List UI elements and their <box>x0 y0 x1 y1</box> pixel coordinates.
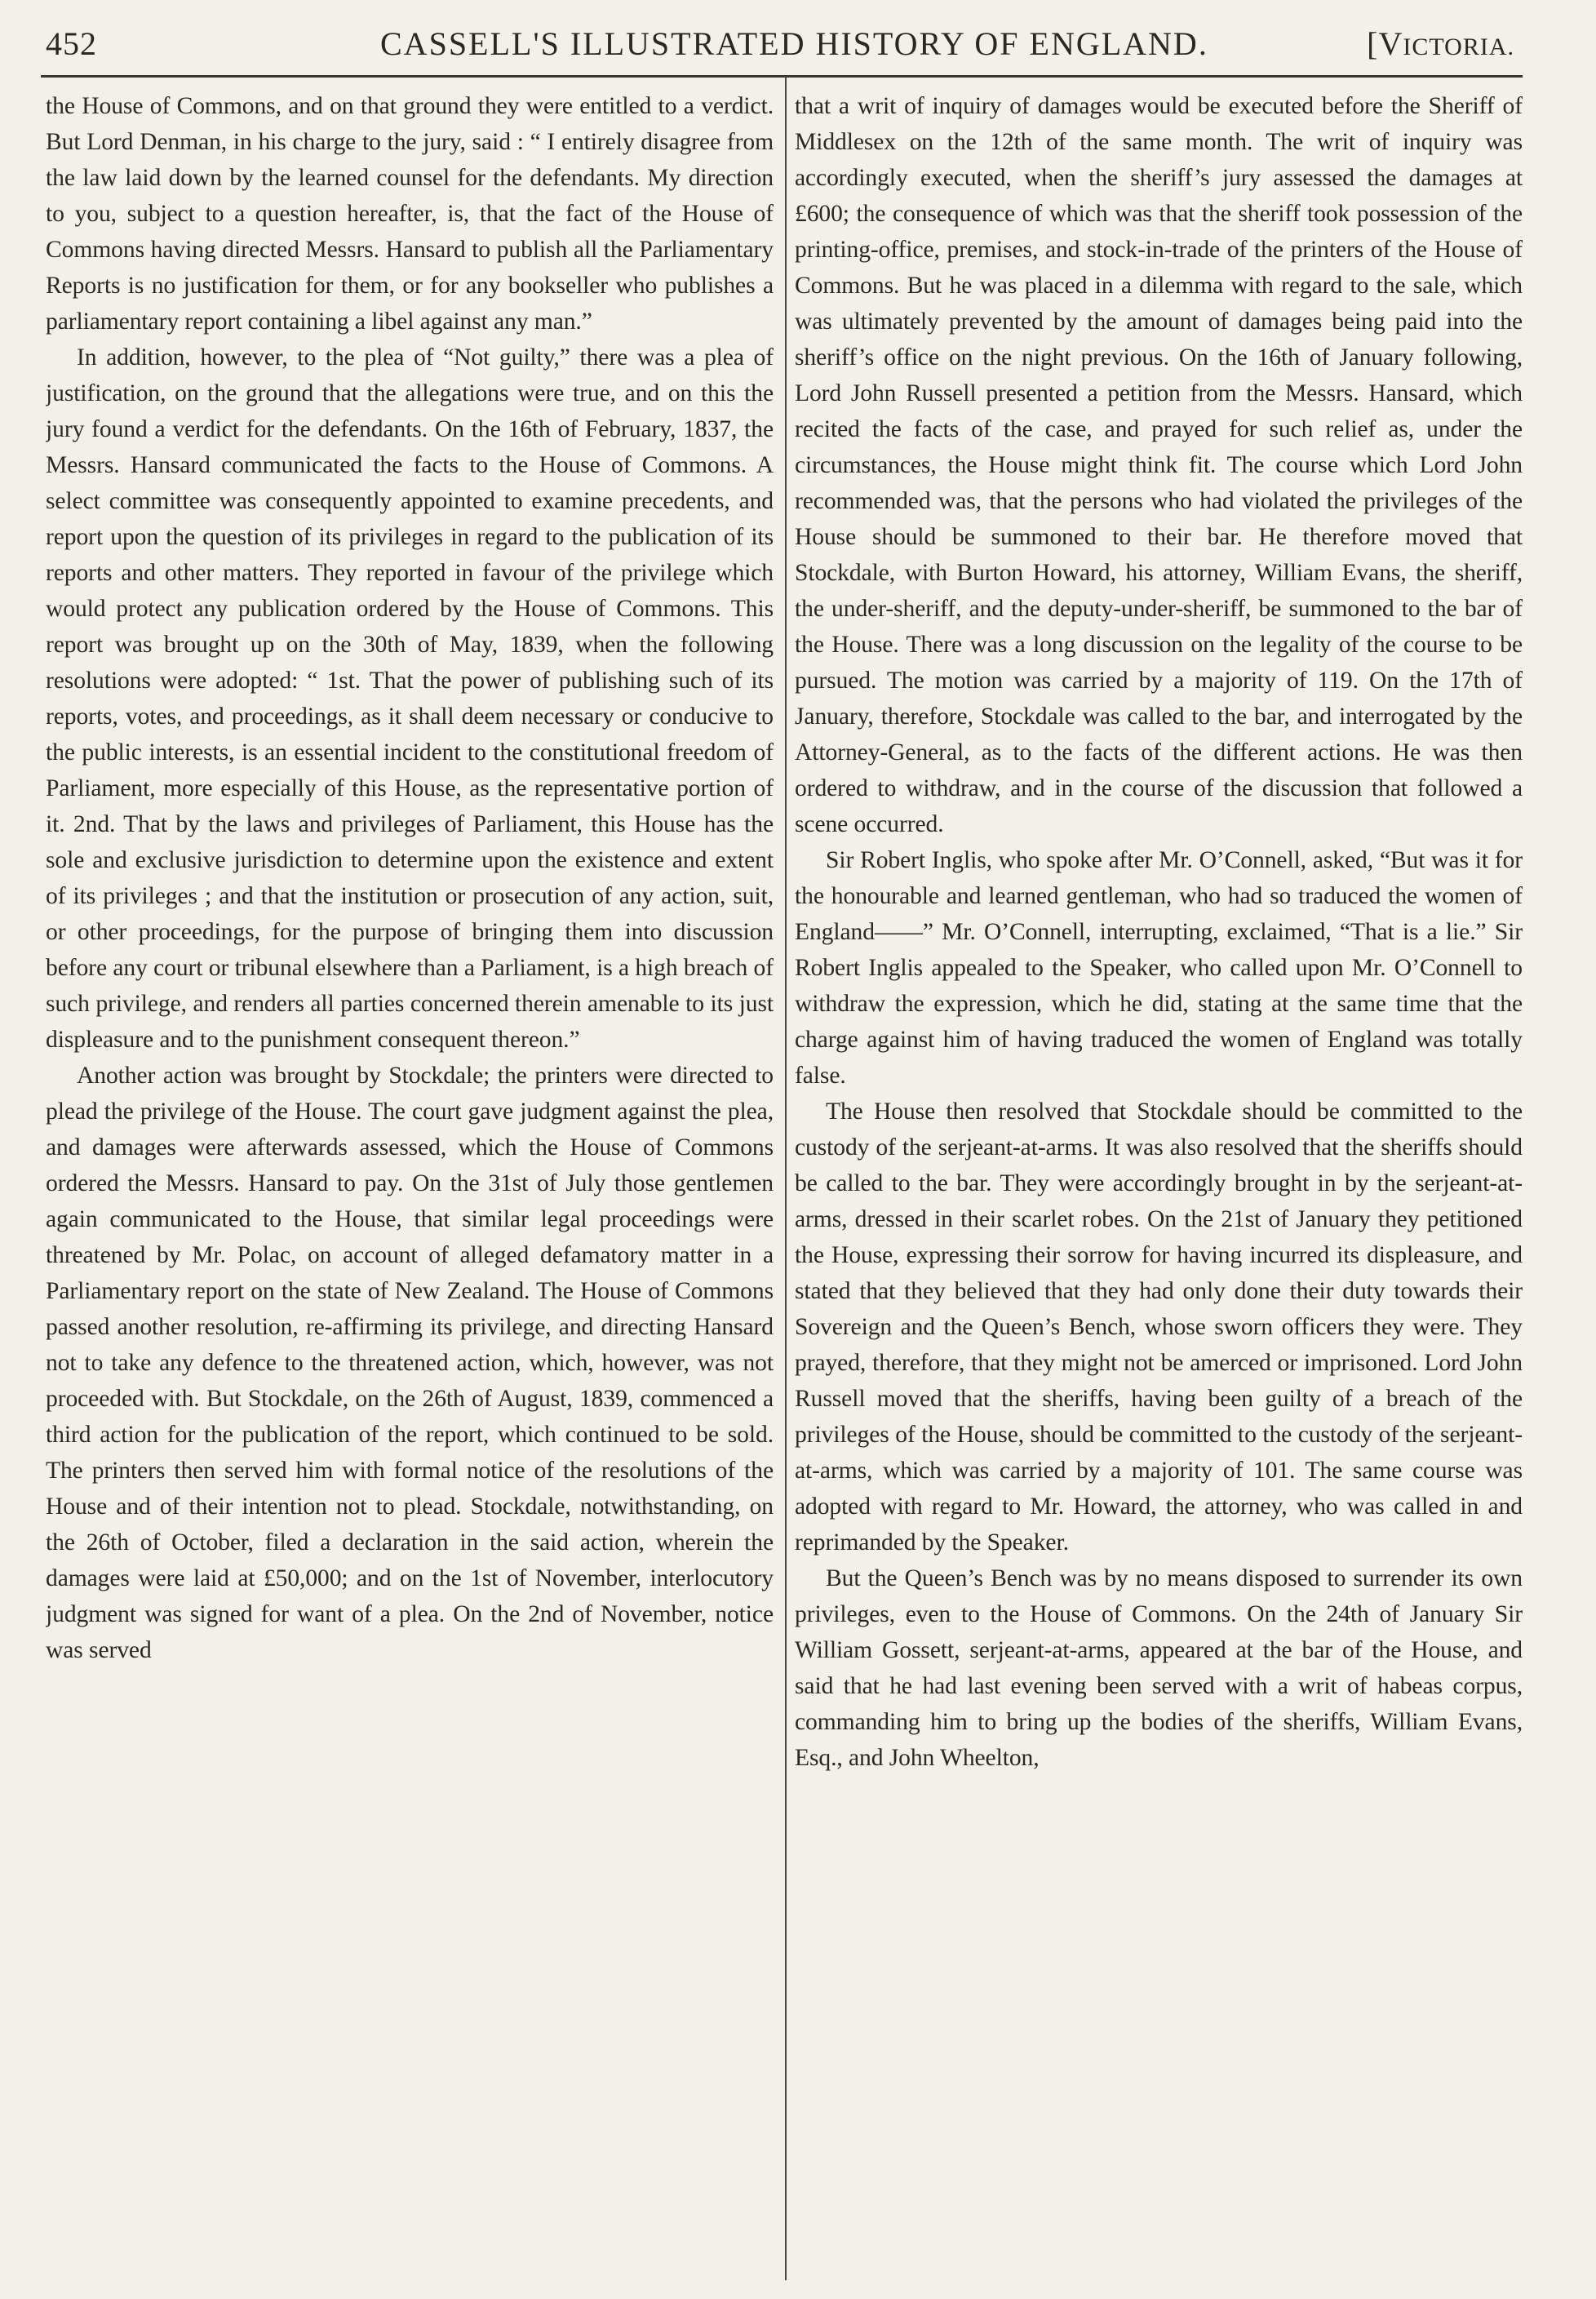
paragraph: Another action was brought by Stockdale; the printers were directed to plead the privilege of the House. The court gave judgment against the plea, and damages were afterwards assessed, which the House of Commons ordered the Messrs. Hansard to pay. On the 31st of July those gentlemen again communicated to the House, that similar legal proceedings were threatened by Mr. Polac, on account of alleged defamatory matter in a Parliamentary report on the state of New Zealand. The House of Commons passed another resolution, re-affirming its privilege, and directing Hansard not to take any defence to the threatened action, which, however, was not proceeded with. But Stockdale, on the 26th of August, 1839, commenced a third action for the publication of the report, which continued to be sold. The printers then served him with formal notice of the resolutions of the House and of their intention not to plead. Stockdale, notwithstanding, on the 26th of October, filed a declaration in the said action, wherein the damages were laid at £50,000; and on the 1st of November, interlocutory judgment was signed for want of a plea. On the 2nd of November, notice was served <box>46 1063 774 1663</box>
reign-label <box>1367 24 1514 63</box>
reign-bracket: [V <box>1367 25 1403 62</box>
paragraph: that a writ of inquiry of damages would be executed before the Sheriff of Middlesex on the 12th of the same month. The writ of inquiry was accordingly executed, when the sheriff’s jury assessed the damages at £600; the consequence of which was that the sheriff took possession of the printing-office, premises, and stock-in-trade of the printers of the House of Commons. But he was placed in a dilemma with regard to the sale, which was ultimately prevented by the amount of damages being paid into the sheriff’s office on the night previous. On the 16th of January following, Lord John Russell presented a petition from the Messrs. Hansard, which recited the facts of the case, and prayed for such relief as, under the circumstances, the House might think fit. The course which Lord John recommended was, that the persons who had violated the privileges of the House should be summoned to their bar. He therefore moved that Stockdale, with Burton Howard, his attorney, William Evans, the sheriff, the under-sheriff, and the deputy-under-sheriff, be summoned to the bar of the House. There was a long discussion on the legality of the course to be pursued. The motion was carried by a majority of 119. On the 17th of January, therefore, Stockdale was called to the bar, and interrogated by the Attorney-General, as to the facts of the different actions. He was then ordered to withdraw, and in the course of the discussion that followed a scene occurred. <box>795 93 1523 837</box>
page-number: 452 <box>46 25 97 62</box>
running-title: CASSELL'S ILLUSTRATED HISTORY OF ENGLAND. <box>380 25 1208 62</box>
paragraph: the House of Commons, and on that ground they were entitled to a verdict. But Lord Denman, in his charge to the jury, said : “ I entirely disagree from the law laid down by the learned counsel for the defendants. My direction to you, subject to a question hereafter, is, that the fact of the House of Commons having directed Messrs. Hansard to publish all the Parliamentary Reports is no justification for them, or for any bookseller who publishes a parliamentary report containing a libel against any man.” <box>46 93 774 335</box>
running-header <box>46 15 1514 64</box>
paragraph: The House then resolved that Stockdale should be committed to the custody of the serjeant-at-arms. It was also resolved that the sheriffs should be called to the bar. They were accordingly brought in by the serjeant-at-arms, dressed in their scarlet robes. On the 21st of January they petitioned the House, expressing their sorrow for having incurred its displeasure, and stated that they believed that they had only done their duty towards their Sovereign and the Queen’s Bench, whose sworn officers they were. They prayed, therefore, that they might not be amerced or imprisoned. Lord John Russell moved that the sheriffs, having been guilty of a breach of the privileges of the House, should be committed to the custody of the serjeant-at-arms, which was carried by a majority of 101. The same course was adopted with regard to Mr. Howard, the attorney, who was called in and reprimanded by the Speaker. <box>795 1098 1523 1556</box>
paragraph: In addition, however, to the plea of “Not guilty,” there was a plea of justification, on the ground that the allegations were true, and on this the jury found a verdict for the defendants. On the 16th of February, 1837, the Messrs. Hansard communicated the facts to the House of Commons. A select committee was consequently appointed to examine precedents, and report upon the question of its privileges in regard to the publication of its reports and other matters. They reported in favour of the privilege which would protect any publication ordered by the House of Commons. This report was brought up on the 30th of May, 1839, when the following resolutions were adopted: “ 1st. That the power of publishing such of its reports, votes, and proceedings, as it shall deem necessary or conducive to the public interests, is an essential incident to the constitutional freedom of Parliament, more especially of this House, as the representative portion of it. 2nd. That by the laws and privileges of Parliament, this House has the sole and exclusive jurisdiction to determine upon the existence and extent of its privileges ; and that the institution or prosecution of any action, suit, or other proceedings, for the purpose of bringing them into discussion before any court or tribunal elsewhere than a Parliament, is a high breach of such privilege, and renders all parties concerned therein amenable to its just displeasure and to the punishment consequent thereon.” <box>46 344 774 1053</box>
column-divider <box>785 77 787 2280</box>
paragraph: Sir Robert Inglis, who spoke after Mr. O’Connell, asked, “But was it for the honourable and learned gentleman, who had so traduced the women of England——” Mr. O’Connell, interrupting, exclaimed, “That is a lie.” Sir Robert Inglis appealed to the Speaker, who called upon Mr. O’Connell to withdraw the expression, which he did, stating at the same time that the charge against him of having traduced the women of England was totally false. <box>795 847 1523 1089</box>
reign-rest: ICTORIA. <box>1403 33 1514 60</box>
right-column <box>795 88 1523 2283</box>
header-rule <box>41 75 1523 78</box>
paragraph: But the Queen’s Bench was by no means disposed to surrender its own privileges, even to the House of Commons. On the 24th of January Sir William Gossett, serjeant-at-arms, appeared at the bar of the House, and said that he had last evening been served with a writ of habeas corpus, commanding him to bring up the bodies of the sheriffs, William Evans, Esq., and John Wheelton, <box>795 1565 1523 1771</box>
left-column <box>46 88 774 2283</box>
